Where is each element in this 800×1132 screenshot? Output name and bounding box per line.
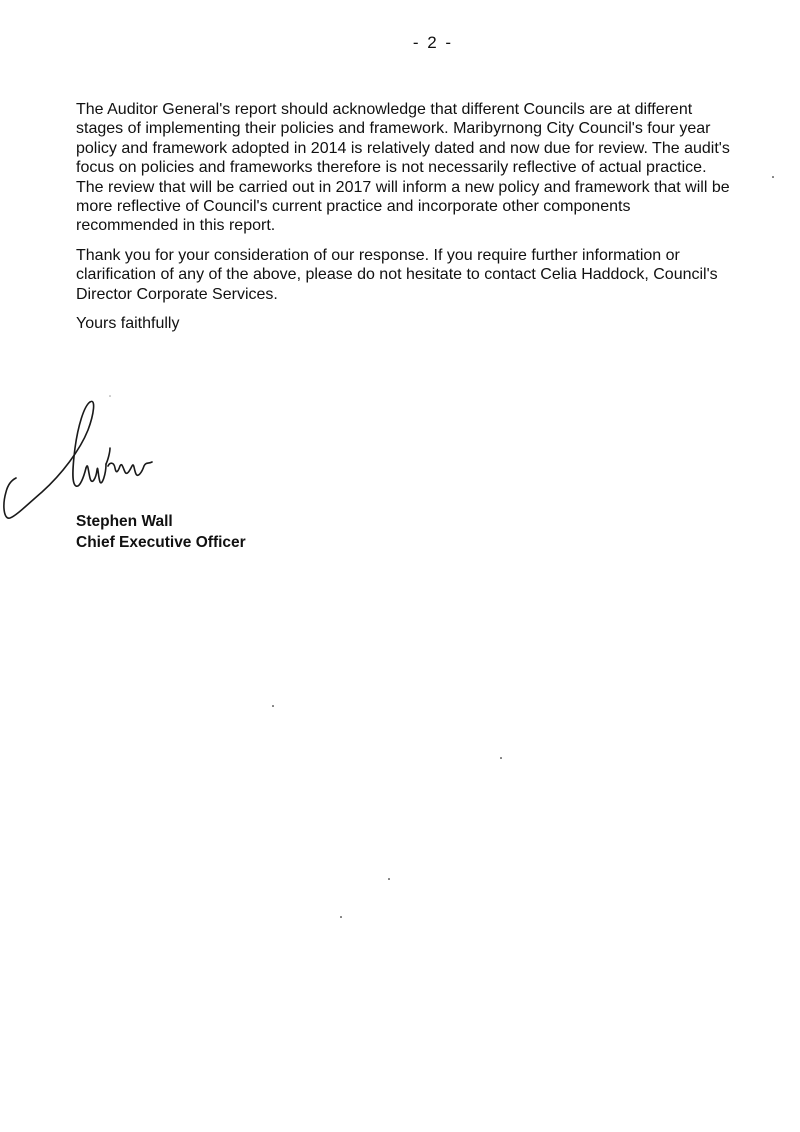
scan-speck [388, 878, 390, 880]
signatory-name: Stephen Wall [76, 513, 173, 530]
letter-body [76, 100, 736, 343]
scan-speck [500, 757, 502, 759]
closing-salutation: Yours faithfully [76, 315, 180, 333]
signatory-block [76, 511, 246, 553]
paragraph-audit-policy: The Auditor General's report should acknowledge that different Councils are at different stages of implementing their policies and framework. Maribyrnong City Council's four year policy and framework adopted in 2014 is relatively dated and now due for review. The audit's focus on policies and frameworks therefore is not necessarily reflective of actual practice. The review that will be carried out in 2017 will inform a new policy and framework that will be more reflective of Council's current practice and incorporate other components recommended in this report. [76, 101, 730, 235]
scan-speck [772, 176, 774, 178]
handwritten-signature-icon [2, 392, 172, 528]
paragraph-thank-you: Thank you for your consideration of our response. If you require further information or clarification of any of the above, please do not hesitate to contact Celia Haddock, Council's Director Corporate Services. [76, 246, 718, 303]
page-number: - 2 - [412, 33, 454, 52]
scan-speck [272, 705, 274, 707]
signatory-title: Chief Executive Officer [76, 534, 246, 551]
scan-speck [340, 916, 342, 918]
